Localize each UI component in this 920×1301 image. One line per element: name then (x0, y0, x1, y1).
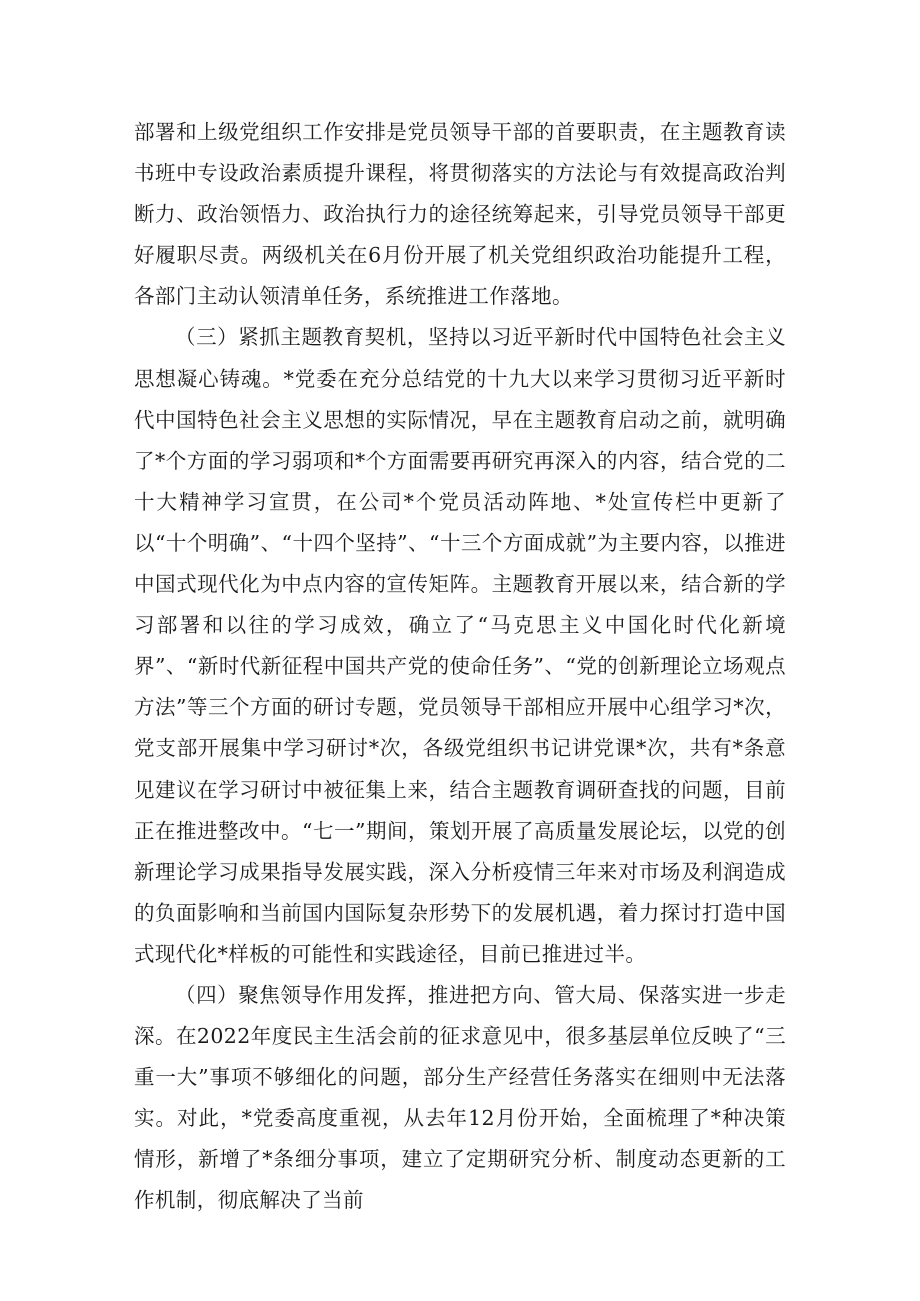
paragraph-section-four: （四）聚焦领导作用发挥，推进把方向、管大局、保落实进一步走深。在2022年度民主生活会前的征求意见中，很多基层单位反映了“三重一大”事项不够细化的问题，部分生产经营任务落实在细则中无法落实。对此，*党委高度重视，从去年12月份开始，全面梳理了*种决策情形，新增了*条细分事项，建立了定期研究分析、制度动态更新的工作机制，彻底解决了当前 (134, 982, 786, 1213)
document-body (134, 112, 786, 1222)
paragraph-continuation: 部署和上级党组织工作安排是党员领导干部的首要职责，在主题教育读书班中专设政治素质提升课程，将贯彻落实的方法论与有效提高政治判断力、政治领悟力、政治执行力的途径统筹起来，引导党员领导干部更好履职尽责。两级机关在6月份开展了机关党组织政治功能提升工程，各部门主动认领清单任务，系统推进工作落地。 (134, 120, 786, 309)
paragraph-section-three: （三）紧抓主题教育契机，坚持以习近平新时代中国特色社会主义思想凝心铸魂。*党委在充分总结党的十九大以来学习贯彻习近平新时代中国特色社会主义思想的实际情况，早在主题教育启动之前，就明确了*个方面的学习弱项和*个方面需要再研究再深入的内容，结合党的二十大精神学习宣贯，在公司*个党员活动阵地、*处宣传栏中更新了以“十个明确”、“十四个坚持”、“十三个方面成就”为主要内容，以推进中国式现代化为中点内容的宣传矩阵。主题教育开展以来，结合新的学习部署和以往的学习成效，确立了“马克思主义中国化时代化新境界”、“新时代新征程中国共产党的使命任务”、“党的创新理论立场观点方法”等三个方面的研讨专题，党员领导干部相应开展中心组学习*次，党支部开展集中学习研讨*次，各级党组织书记讲党课*次，共有*条意见建议在学习研讨中被征集上来，结合主题教育调研查找的问题，目前正在推进整改中。“七一”期间，策划开展了高质量发展论坛，以党的创新理论学习成果指导发展实践，深入分析疫情三年来对市场及利润造成的负面影响和当前国内国际复杂形势下的发展机遇，着力探讨打造中国式现代化*样板的可能性和实践途径，目前已推进过半。 (134, 325, 786, 966)
